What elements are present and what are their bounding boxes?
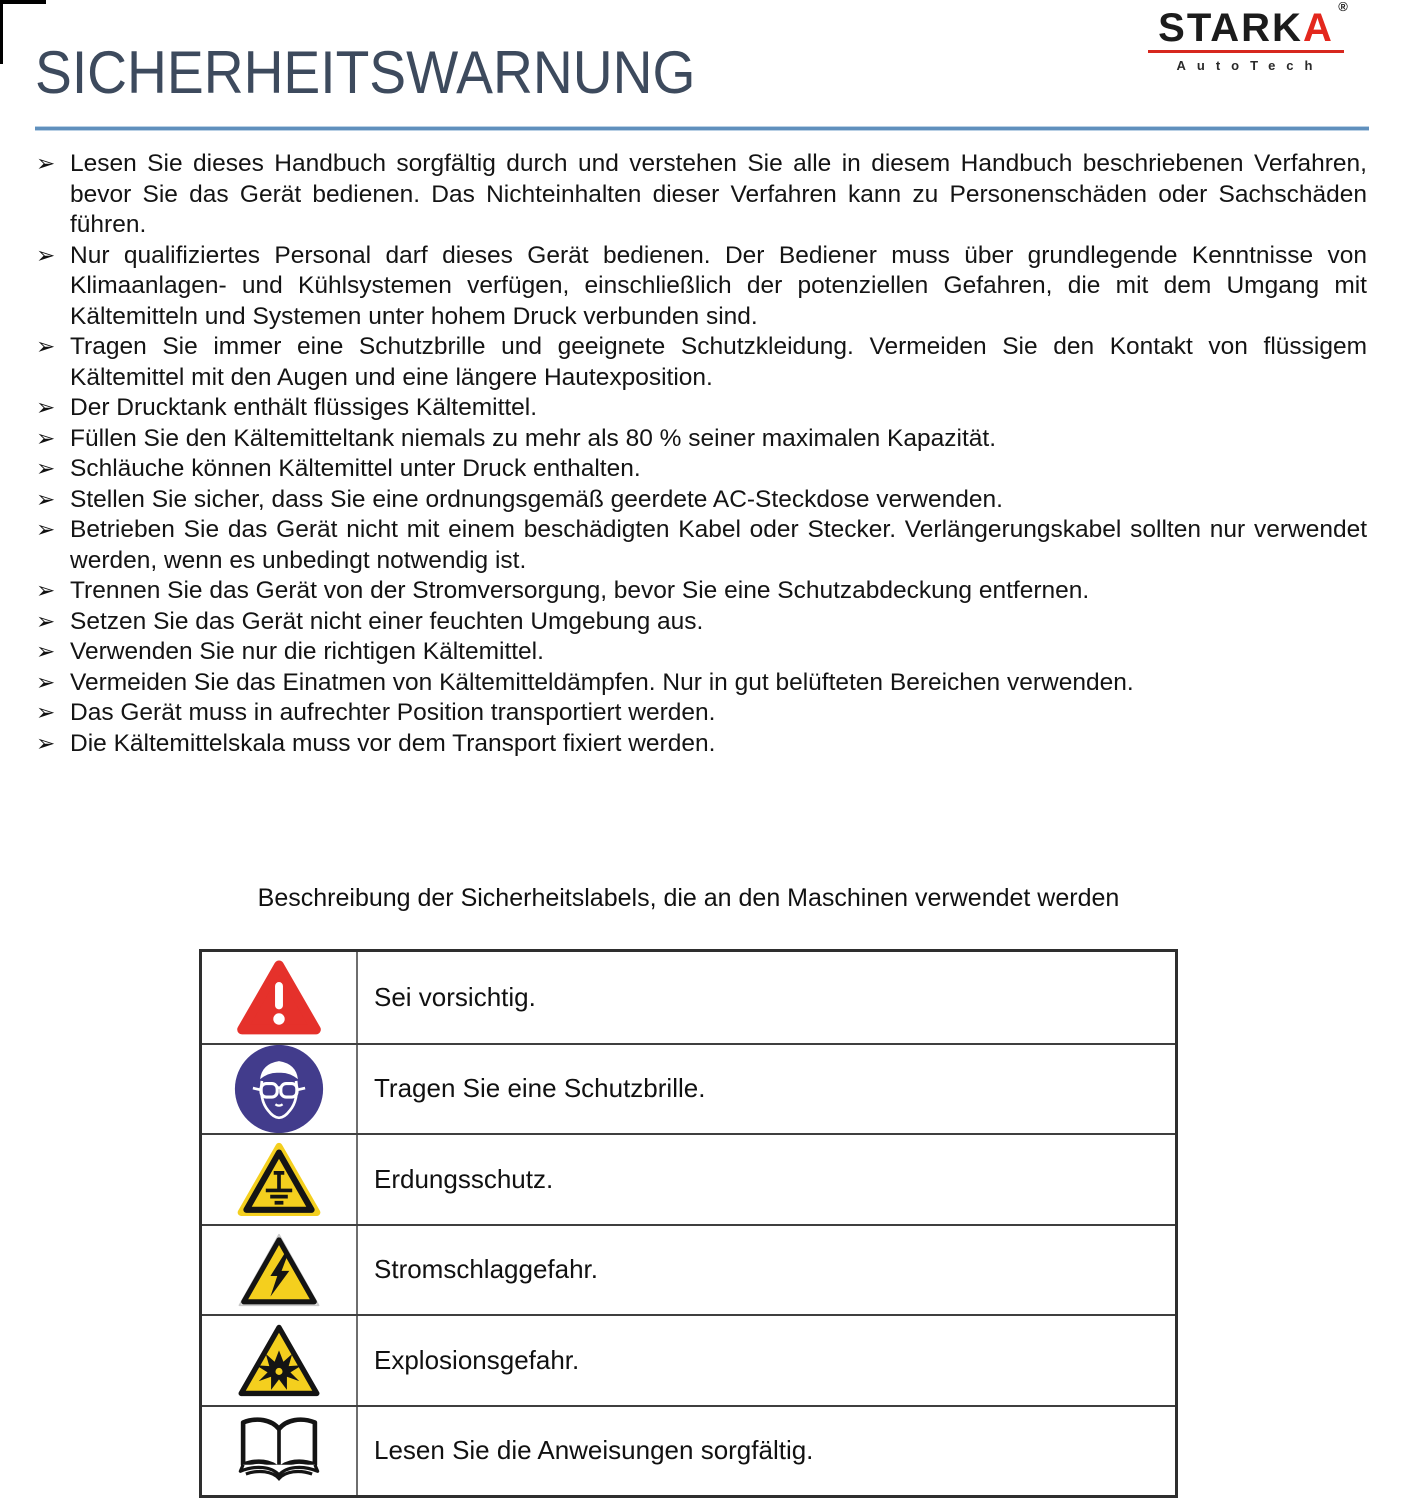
table-row <box>202 952 1175 1043</box>
arrow-bullet-icon: ➢ <box>36 334 56 360</box>
warning-text: Das Gerät muss in aufrechter Position transportiert werden. <box>70 699 716 726</box>
labels-caption: Beschreibung der Sicherheitslabels, die an den Maschinen verwendet werden <box>257 884 1120 912</box>
warning-item <box>36 637 1367 668</box>
warning-text: Stellen Sie sicher, dass Sie eine ordnungsgemäß geerdete AC-Steckdose verwenden. <box>70 485 1003 513</box>
warning-item <box>36 668 1367 699</box>
arrow-bullet-icon: ➢ <box>36 517 56 543</box>
label-description: Explosionsgefahr. <box>374 1344 580 1375</box>
warning-text: Schläuche können Kältemittel unter Druck enthalten. <box>70 455 641 482</box>
warning-text: Lesen Sie dieses Handbuch sorgfältig durch und verstehen Sie alle in diesem Handbuch beschriebenen Verfahren, bevor Sie das Gerät bedienen. Das Nichteinhalten dieser Verfahren kann zu Personenschäden oder Sachschäden führen. <box>70 150 1367 238</box>
warning-item <box>36 576 1367 607</box>
table-row <box>202 1224 1175 1315</box>
arrow-bullet-icon: ➢ <box>36 395 56 421</box>
starka-logo <box>1146 0 1350 73</box>
table-row <box>202 1043 1175 1134</box>
warning-item <box>36 607 1367 638</box>
warning-item <box>36 332 1367 393</box>
table-row <box>202 1405 1175 1496</box>
arrow-bullet-icon: ➢ <box>36 730 56 757</box>
warning-item <box>36 698 1367 729</box>
logo-brand-accent: A <box>1302 6 1334 50</box>
warning-text: Füllen Sie den Kältemitteltank niemals zu mehr als 80 % seiner maximalen Kapazität. <box>70 424 996 452</box>
arrow-bullet-icon: ➢ <box>36 700 56 726</box>
warning-item <box>36 241 1367 333</box>
warning-item <box>36 729 1367 760</box>
logo-subtitle: AutoTech <box>1176 58 1324 73</box>
warning-text: Die Kältemittelskala muss vor dem Transport fixiert werden. <box>70 729 716 757</box>
page-title: SICHERHEITSWARNUNG <box>35 39 696 106</box>
arrow-bullet-icon: ➢ <box>36 578 56 604</box>
label-description: Lesen Sie die Anweisungen sorgfältig. <box>374 1435 814 1466</box>
arrow-bullet-icon: ➢ <box>36 669 56 696</box>
arrow-bullet-icon: ➢ <box>36 639 56 665</box>
read-instructions-book-icon <box>202 1407 358 1496</box>
table-row <box>202 1133 1175 1224</box>
warning-item <box>36 149 1367 241</box>
warning-text: Der Drucktank enthält flüssiges Kältemittel. <box>70 394 538 421</box>
safety-goggles-icon <box>202 1045 358 1134</box>
label-description: Tragen Sie eine Schutzbrille. <box>374 1073 706 1104</box>
warning-item <box>36 515 1367 576</box>
warning-item <box>36 485 1367 516</box>
warning-text: Betrieben Sie das Gerät nicht mit einem beschädigten Kabel oder Stecker. Verlängerungskabel sollten nur verwendet werden, wenn es unbedingt notwendig ist. <box>70 516 1367 574</box>
warning-list <box>36 149 1367 759</box>
scan-artifact-left <box>0 0 3 64</box>
arrow-bullet-icon: ➢ <box>36 456 56 482</box>
scan-artifact-top <box>0 0 46 4</box>
warning-text: Vermeiden Sie das Einatmen von Kältemitteldämpfen. Nur in gut belüfteten Bereichen verwenden. <box>70 668 1134 696</box>
warning-text: Tragen Sie immer eine Schutzbrille und geeignete Schutzkleidung. Vermeiden Sie den Kontakt von flüssigem Kältemittel mit den Augen und eine längere Hautexposition. <box>70 333 1367 391</box>
arrow-bullet-icon: ➢ <box>36 151 56 177</box>
arrow-bullet-icon: ➢ <box>36 425 56 452</box>
warning-item <box>36 393 1367 424</box>
warning-triangle-icon <box>202 952 358 1043</box>
arrow-bullet-icon: ➢ <box>36 486 56 513</box>
explosion-hazard-icon <box>202 1316 358 1405</box>
arrow-bullet-icon: ➢ <box>36 242 56 269</box>
title-divider <box>35 127 1369 130</box>
warning-text: Setzen Sie das Gerät nicht einer feuchten Umgebung aus. <box>70 607 704 635</box>
warning-item <box>36 424 1367 455</box>
table-row <box>202 1314 1175 1405</box>
registered-trademark-icon: ® <box>1338 0 1350 14</box>
warning-item <box>36 454 1367 485</box>
label-description: Stromschlaggefahr. <box>374 1254 599 1285</box>
warning-text: Trennen Sie das Gerät von der Stromversorgung, bevor Sie eine Schutzabdeckung entfernen. <box>70 577 1090 604</box>
warning-text: Verwenden Sie nur die richtigen Kältemittel. <box>70 638 544 665</box>
label-description: Erdungsschutz. <box>374 1163 554 1194</box>
warning-text: Nur qualifiziertes Personal darf dieses Gerät bedienen. Der Bediener muss über grundlegende Kenntnisse von Klimaanlagen- und Kühlsystemen verfügen, einschließlich der potenziellen Gefahren, die mit dem Umgang mit Kältemitteln und Systemen unter hohem Druck verbunden sind. <box>70 241 1367 330</box>
electric-shock-icon <box>202 1226 358 1315</box>
logo-brand-text <box>1158 0 1350 50</box>
logo-underline <box>1148 50 1344 53</box>
labels-table <box>199 949 1178 1498</box>
grounding-protection-icon <box>202 1135 358 1224</box>
logo-brand-main: STARK <box>1158 6 1303 50</box>
arrow-bullet-icon: ➢ <box>36 608 56 635</box>
label-description: Sei vorsichtig. <box>374 981 536 1012</box>
